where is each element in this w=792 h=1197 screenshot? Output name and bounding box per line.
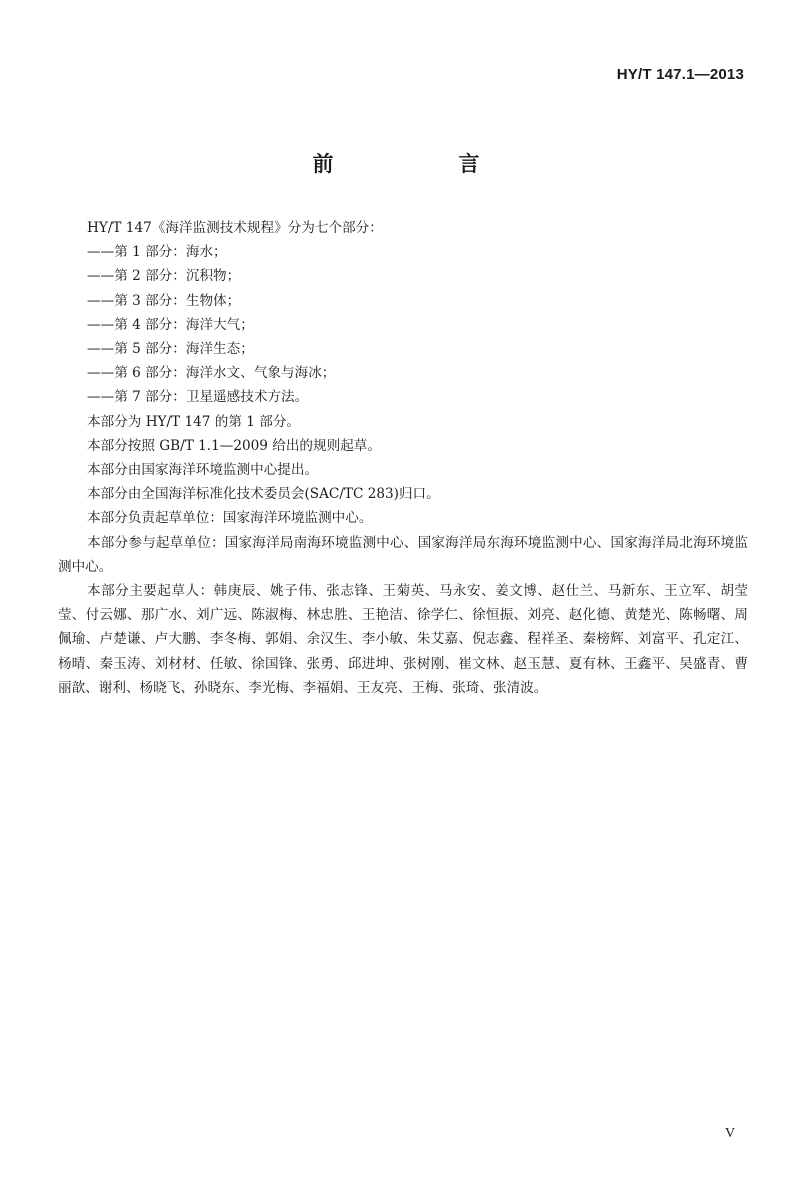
standard-code: HY/T 147.1—2013 bbox=[616, 66, 744, 83]
paragraph-proposer: 本部分由国家海洋环境监测中心提出。 bbox=[87, 462, 319, 479]
list-item: ——第 2 部分：沉积物； bbox=[87, 268, 241, 285]
paragraph-main-drafters: 本部分主要起草人：韩庚辰、姚子伟、张志锋、王菊英、马永安、姜文博、赵仕兰、马新东、王立军、胡莹莹、付云娜、那广水、刘广远、陈淑梅、林忠胜、王艳洁、徐学仁、徐恒振、刘亮、赵化德、黄楚光、陈畅曙、周佩瑜、卢楚谦、卢大鹏、李冬梅、郭娟、余汉生、李小敏、朱艾嘉、倪志鑫、程祥圣、秦榜辉、刘富平、孔定江、杨晴、秦玉涛、刘材材、任敏、徐国锋、张勇、邱进坤、张树刚、崔文林、赵玉慧、夏有林、王鑫平、吴盛青、曹丽歆、谢利、杨晓飞、孙晓东、李光梅、李福娟、王友亮、王梅、张琦、张清波。 bbox=[58, 583, 748, 696]
paragraph-drafting-rules: 本部分按照 GB/T 1.1—2009 给出的规则起草。 bbox=[87, 437, 381, 454]
list-item: ——第 7 部分：卫星遥感技术方法。 bbox=[87, 389, 309, 406]
list-item: ——第 1 部分：海水； bbox=[87, 244, 227, 261]
paragraph-part-number: 本部分为 HY/T 147 的第 1 部分。 bbox=[87, 413, 301, 430]
paragraph-administrator: 本部分由全国海洋标准化技术委员会(SAC/TC 283)归口。 bbox=[87, 486, 440, 503]
list-item: ——第 5 部分：海洋生态； bbox=[87, 341, 254, 358]
list-item: ——第 6 部分：海洋水文、气象与海冰； bbox=[87, 365, 336, 382]
document-body bbox=[58, 216, 748, 700]
list-item: ——第 4 部分：海洋大气； bbox=[87, 316, 254, 333]
paragraph-participating-drafters: 本部分参与起草单位：国家海洋局南海环境监测中心、国家海洋局东海环境监测中心、国家海洋局北海环境监测中心。 bbox=[58, 534, 748, 575]
parts-list bbox=[58, 240, 748, 409]
paragraph-lead-drafter: 本部分负责起草单位：国家海洋环境监测中心。 bbox=[87, 510, 373, 527]
intro-paragraph: HY/T 147《海洋监测技术规程》分为七个部分： bbox=[87, 220, 383, 236]
list-item: ——第 3 部分：生物体； bbox=[87, 292, 241, 309]
page-number: V bbox=[725, 1126, 736, 1141]
page-title: 前 言 bbox=[312, 152, 532, 176]
